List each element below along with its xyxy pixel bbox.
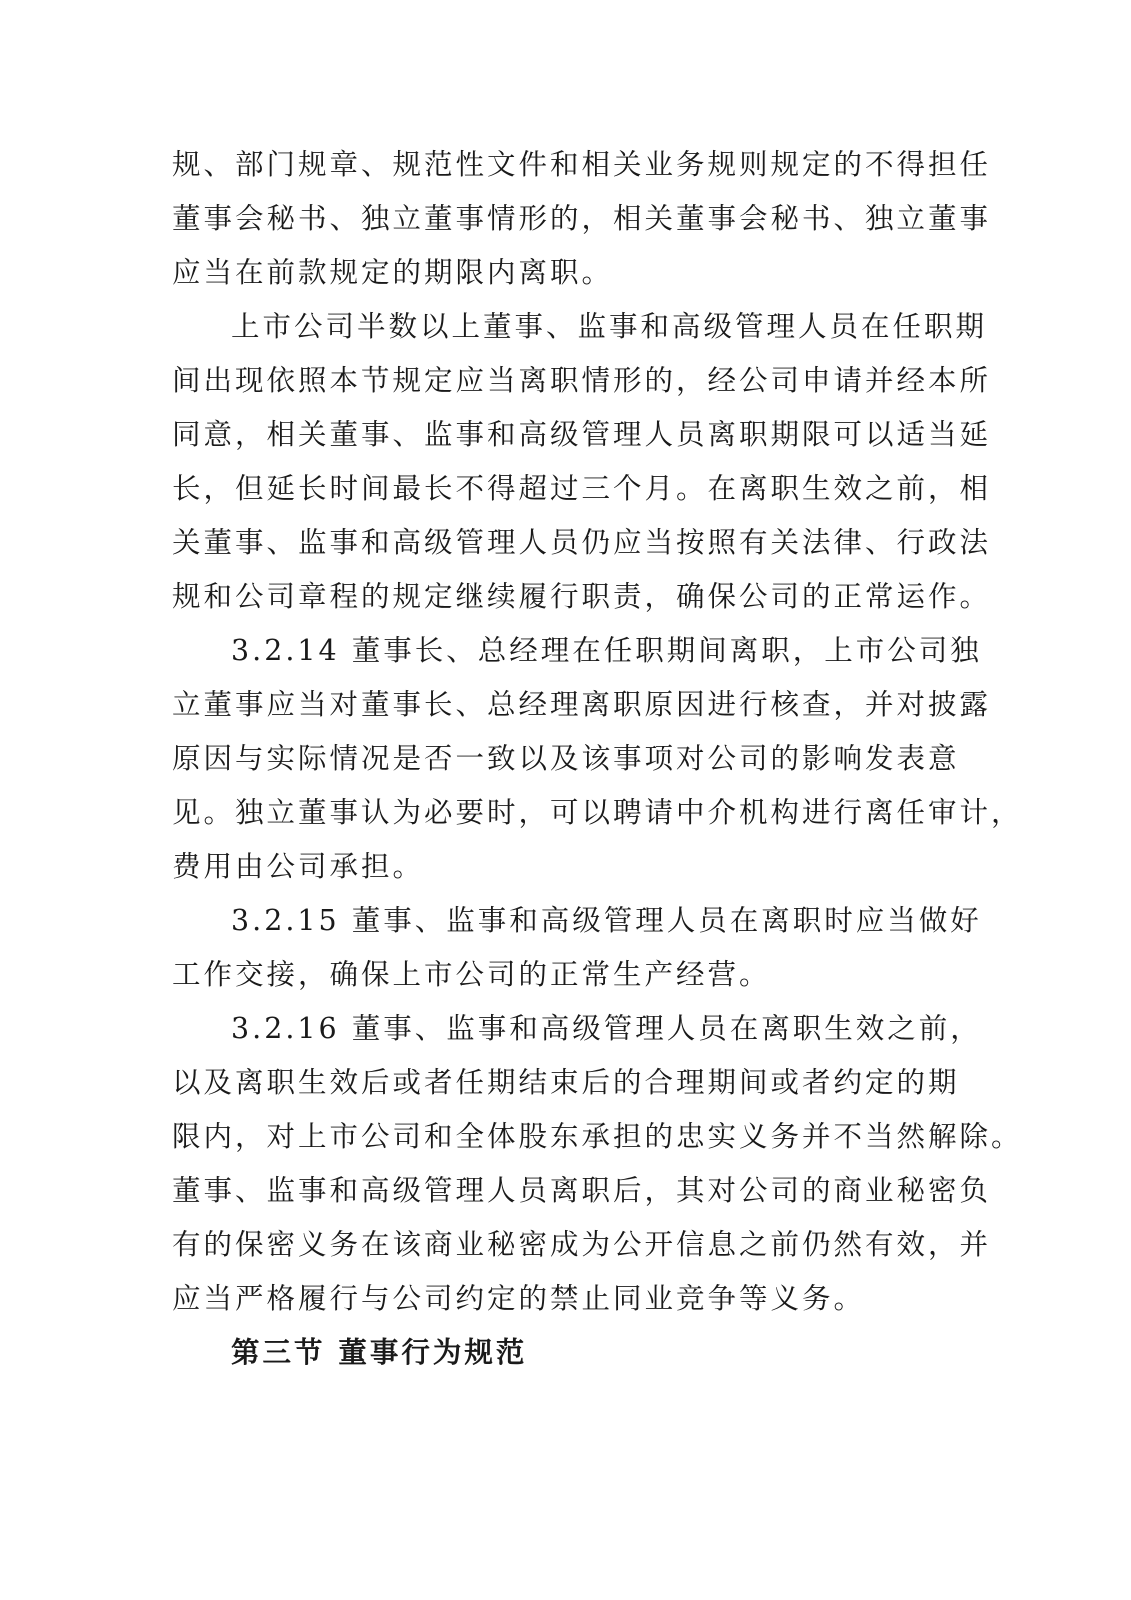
text-line: 关董事、监事和高级管理人员仍应当按照有关法律、行政法 — [172, 526, 992, 559]
text-line: 应当在前款规定的期限内离职。 — [172, 256, 614, 289]
text-line: 董事会秘书、独立董事情形的，相关董事会秘书、独立董事 — [172, 202, 992, 235]
text-line: 董事、监事和高级管理人员离职后，其对公司的商业秘密负 — [172, 1174, 992, 1207]
text-line: 长，但延长时间最长不得超过三个月。在离职生效之前，相 — [172, 472, 992, 505]
text-line: 以及离职生效后或者任期结束后的合理期间或者约定的期 — [172, 1066, 960, 1099]
text-line: 3.2.16 董事、监事和高级管理人员在离职生效之前， — [231, 1012, 982, 1045]
text-line: 立董事应当对董事长、总经理离职原因进行核查，并对披露 — [172, 688, 992, 721]
text-line: 工作交接，确保上市公司的正常生产经营。 — [172, 958, 771, 991]
text-line: 有的保密义务在该商业秘密成为公开信息之前仍然有效，并 — [172, 1228, 992, 1261]
text-line: 费用由公司承担。 — [172, 850, 425, 883]
document-body — [172, 138, 1023, 1380]
text-line: 应当严格履行与公司约定的禁止同业竞争等义务。 — [172, 1282, 866, 1315]
paragraph — [172, 300, 992, 624]
text-line: 3.2.15 董事、监事和高级管理人员在离职时应当做好 — [231, 904, 982, 937]
paragraph-article-3-2-14 — [172, 624, 1023, 894]
text-line: 3.2.14 董事长、总经理在任职期间离职，上市公司独 — [231, 634, 982, 667]
paragraph-article-3-2-15 — [172, 894, 982, 1002]
text-line: 规、部门规章、规范性文件和相关业务规则规定的不得担任 — [172, 148, 992, 181]
paragraph — [172, 138, 992, 300]
paragraph-article-3-2-16 — [172, 1002, 1023, 1326]
text-line: 规和公司章程的规定继续履行职责，确保公司的正常运作。 — [172, 580, 992, 613]
text-line: 限内，对上市公司和全体股东承担的忠实义务并不当然解除。 — [172, 1120, 1023, 1153]
text-line: 原因与实际情况是否一致以及该事项对公司的影响发表意 — [172, 742, 960, 775]
text-line: 见。独立董事认为必要时，可以聘请中介机构进行离任审计， — [172, 796, 1023, 829]
text-line: 同意，相关董事、监事和高级管理人员离职期限可以适当延 — [172, 418, 992, 451]
text-line: 上市公司半数以上董事、监事和高级管理人员在任职期 — [231, 310, 988, 343]
text-line: 间出现依照本节规定应当离职情形的，经公司申请并经本所 — [172, 364, 992, 397]
section-heading: 第三节 董事行为规范 — [231, 1336, 528, 1369]
